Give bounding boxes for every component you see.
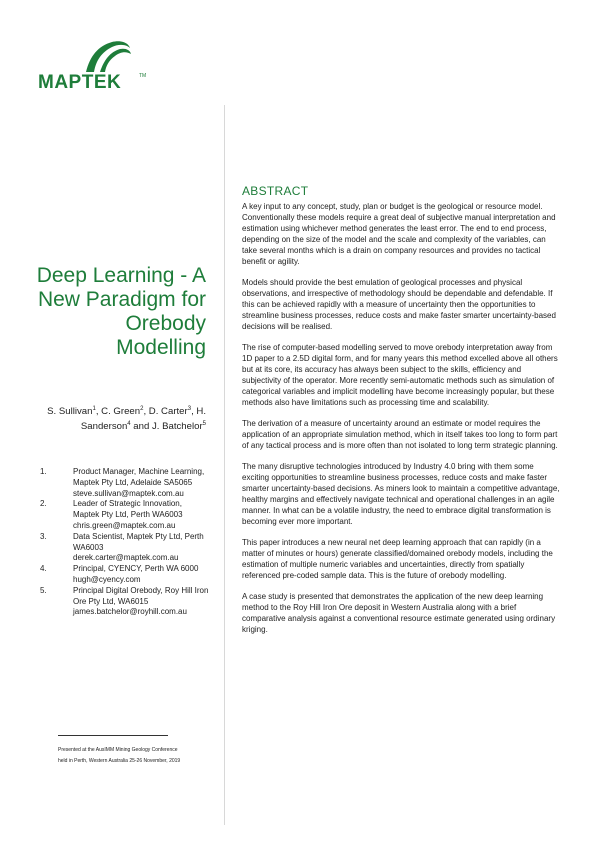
author-name: H. Sanderson: [80, 406, 206, 432]
author-name: D. Carter: [148, 406, 188, 417]
author-list: S. Sullivan$^1$, C. Green$^2$, D. Carter$^3$, H. Sanderson$^4$ and J. Batchelor$^5$: [47, 405, 206, 432]
list-item: [40, 586, 210, 618]
abstract-paragraph: The many disruptive technologies introduced by Industry 4.0 bring with them some exciting opportunities to streamline business processes, reduce costs and make faster smarter uncertainty-based decisions. As miners look to maintain a competitive advantage, healthy margins and effectively navigate technical and operational challenges in an agile manner. In what can be a volatile industry, the need to embrace digital transformation is becoming ever more important.: [242, 462, 560, 526]
affiliation-text: Product Manager, Machine Learning, Maptek Pty Ltd, Adelaide SA5065 steve.sullivan@maptek.com.au: [73, 467, 205, 498]
footnote-rule: [58, 735, 168, 736]
affiliation-text: Principal, CYENCY, Perth WA 6000 hugh@cyency.com: [73, 564, 199, 584]
author-ref: 3: [187, 405, 192, 412]
author-ref: 5: [202, 420, 206, 427]
affiliation-number: 2.: [40, 499, 47, 509]
author-ref: 1: [92, 405, 96, 412]
footnote-line-1: Presented at the AusIMM Mining Geology Conference: [58, 747, 178, 753]
author-name: J. Batchelor: [151, 421, 203, 432]
logo-trademark: TM: [139, 73, 147, 79]
abstract-paragraph: Models should provide the best emulation of geological processes and physical observations, and irrespective of methodology should be dependable and defendable. If this can be achieved rapidly with a measure of uncertainty then the opportunities to streamline business processes, reduce costs and make faster smarter uncertainty-based decisions will be realised.: [242, 278, 556, 331]
list-item: [40, 532, 210, 564]
affiliation-text: Leader of Strategic Innovation, Maptek Pty Ltd, Perth WA6003 chris.green@maptek.com.au: [73, 499, 183, 530]
abstract-paragraph: This paper introduces a new neural net deep learning approach that can rapidly (in a matter of minutes or hours) generate classified/domained orebody models, including the estimation of multiple numeric variables and uncertainties, directly from spatially referenced pre-coded sample data. This is the future of orebody modelling.: [242, 538, 553, 580]
maptek-logo: [38, 38, 148, 94]
affiliation-list: [40, 467, 210, 618]
abstract-paragraph: The derivation of a measure of uncertainty around an estimate or model requires the application of an appropriate simulation method, which in itself takes too long to form part of any tactical process and is more often than not isolated to long term strategic planning.: [242, 419, 558, 450]
conference-footnote: [58, 745, 218, 766]
abstract-paragraph: The rise of computer-based modelling served to move orebody interpretation away from 1D paper to a 2.5D digital form, and for many years this method excelled above all others but at its core, its accuracy has always been subject to the skills, efficiency and subjectivity of the operator. More recently semi-automatic methods such as simulation of categorical variables and implicit modelling have become increasingly popular, but these methods also have limitations such as processing time and scalability.: [242, 343, 558, 407]
column-divider: [224, 105, 225, 825]
author-name: S. Sullivan: [47, 406, 93, 417]
affiliation-text: Data Scientist, Maptek Pty Ltd, Perth WA6003 derek.carter@maptek.com.au: [73, 531, 204, 563]
author-ref: 2: [140, 405, 144, 412]
paper-title: Deep Learning - A New Paradigm for Orebody Modelling: [36, 264, 206, 359]
list-item: [40, 467, 210, 499]
author-name: C. Green: [101, 406, 141, 417]
abstract-paragraph: A case study is presented that demonstrates the application of the new deep learning method to the Roy Hill Iron Ore deposit in Western Australia along with a brief comparative analysis against a conventional resource estimate generated using ordinary kriging.: [242, 592, 556, 634]
list-item: [40, 499, 210, 531]
abstract-heading: ABSTRACT: [242, 184, 309, 198]
affiliation-number: 4.: [40, 564, 47, 574]
list-item: [40, 564, 210, 586]
logo-wordmark: MAPTEK: [38, 72, 122, 93]
affiliation-text: Principal Digital Orebody, Roy Hill Iron Ore Pty Ltd, WA6015 james.batchelor@royhill.com.au: [73, 585, 209, 617]
author-ref: 4: [127, 420, 131, 427]
affiliation-number: 3.: [40, 531, 47, 541]
abstract-body: [242, 201, 560, 645]
abstract-paragraph: A key input to any concept, study, plan or budget is the geological or resource model. Conventionally these models require a great deal of subjective manual interpretation and estimation using whichever method generates the least error. The end to end process, depending on the size of the model and the scale and complexity of the variables, can take several months which is a drain on company resources and provides no tactical benefit or agility.: [242, 202, 556, 266]
affiliation-number: 1.: [40, 467, 47, 476]
affiliation-number: 5.: [40, 585, 47, 595]
footnote-line-2: held in Perth, Western Australia 25-26 November, 2019: [58, 757, 181, 764]
